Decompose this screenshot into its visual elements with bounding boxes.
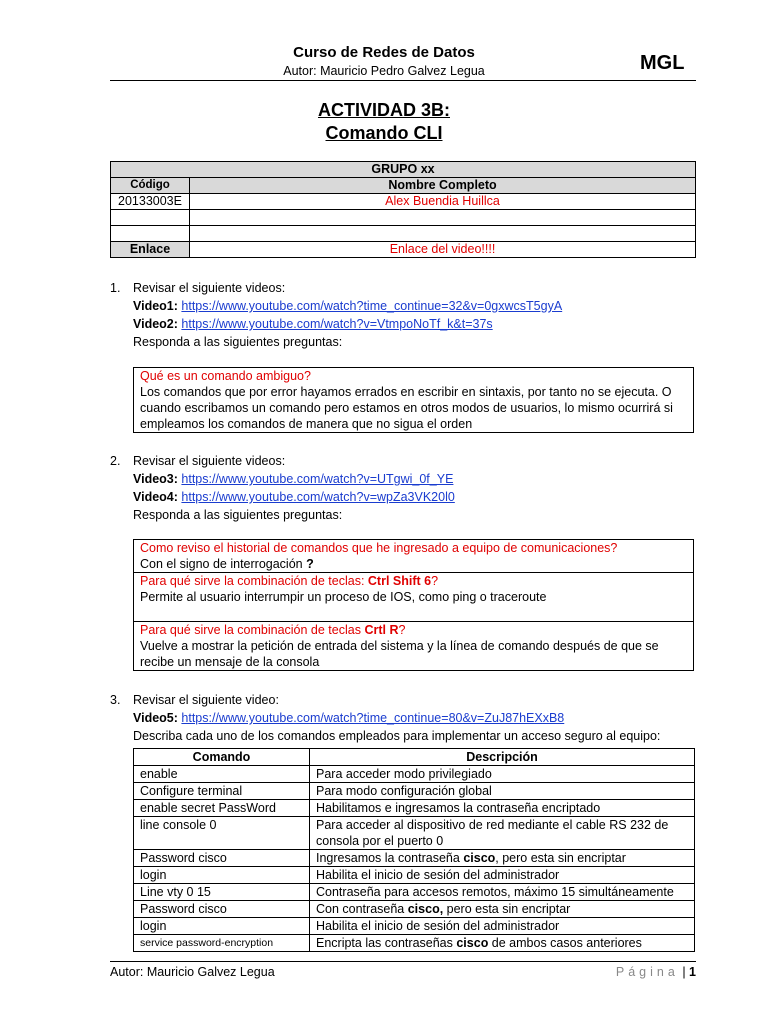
description-cell: [310, 766, 695, 783]
command-cell: enable: [134, 766, 310, 783]
video-label: Video2:: [133, 317, 178, 331]
table-row: [134, 783, 695, 800]
table-row: [134, 901, 695, 918]
section-number: 3.: [110, 693, 121, 707]
member-code: 20133003E: [111, 194, 190, 210]
video-label: Video1:: [133, 299, 178, 313]
description-text: Encripta las contraseñas: [316, 936, 457, 950]
group-table: [110, 161, 696, 258]
member-code: [111, 226, 190, 242]
col-name: Nombre Completo: [190, 178, 696, 194]
command-cell: login: [134, 918, 310, 935]
description-bold: cisco,: [407, 902, 444, 916]
answer: Vuelve a mostrar la petición de entrada del sistema y la línea de comando después de que se recibe un mensaje de la consola: [140, 639, 659, 669]
table-row: [111, 194, 696, 210]
activity-title: ACTIVIDAD 3B:: [317, 100, 450, 120]
table-row: [134, 918, 695, 935]
description-cell: [310, 867, 695, 884]
member-name: [190, 210, 696, 226]
col-description: Descripción: [310, 749, 695, 766]
video1-link[interactable]: https://www.youtube.com/watch?time_continue=32&v=0gxwcsT5gyA: [181, 299, 563, 313]
section-number: 2.: [110, 454, 121, 468]
header-divider: [110, 80, 696, 81]
section-2: [110, 452, 710, 524]
command-cell: Password cisco: [134, 850, 310, 867]
table-row: [134, 850, 695, 867]
table-row: [111, 226, 696, 242]
document-author: Autor: Mauricio Pedro Galvez Legua: [283, 64, 485, 78]
description-bold: cisco: [456, 936, 489, 950]
command-cell: Configure terminal: [134, 783, 310, 800]
description-cell: [310, 800, 695, 817]
section-intro: Revisar el siguiente videos:: [133, 454, 286, 468]
description-cell: [310, 918, 695, 935]
question-mark: ?: [398, 623, 406, 637]
table-row: [134, 766, 695, 783]
section-prompt: Responda a las siguientes preguntas:: [133, 508, 343, 522]
question: Para qué sirve la combinación de teclas:: [140, 574, 368, 588]
section-3: [110, 691, 710, 745]
question-mark: ?: [431, 574, 439, 588]
table-row: [134, 884, 695, 901]
command-cell: line console 0: [134, 817, 310, 850]
video-label: Video3:: [133, 472, 178, 486]
link-label: Enlace: [111, 242, 190, 258]
table-row: [134, 867, 695, 884]
page-separator: |: [682, 965, 686, 979]
page-indicator: [616, 965, 696, 979]
section-intro: Revisar el siguiente video:: [133, 693, 279, 707]
command-cell: enable secret PassWord: [134, 800, 310, 817]
command-cell: service password-encryption: [134, 935, 310, 952]
video2-link[interactable]: https://www.youtube.com/watch?v=VtmpoNoTf_k&t=37s: [181, 317, 493, 331]
question: Qué es un comando ambiguo?: [140, 369, 311, 383]
answer: Los comandos que por error hayamos errados en escribir en sintaxis, por tanto no se ejecuta. O cuando escribamos un comando pero estamos en otros modos de usuarios, lo mismo ocurrirá si empleamos los comandos de manera que no sigua el orden: [140, 385, 673, 431]
description-text: Contraseña para accesos remotos, máximo 15 simultáneamente: [316, 885, 674, 899]
logo-text: MGL: [640, 52, 685, 74]
page-number: 1: [689, 965, 696, 979]
answer: Con el signo de interrogación: [140, 557, 307, 571]
table-row: [134, 800, 695, 817]
key-combo: Ctrl Shift 6: [367, 574, 432, 588]
activity-subtitle: Comando CLI: [325, 123, 443, 143]
description-cell: [310, 901, 695, 918]
answer: Permite al usuario interrumpir un proceso de IOS, como ping o traceroute: [140, 590, 547, 604]
video-label: Video4:: [133, 490, 178, 504]
description-text: Para modo configuración global: [316, 784, 492, 798]
col-code: Código: [111, 178, 190, 194]
video4-link[interactable]: https://www.youtube.com/watch?v=wpZa3VK20l0: [181, 490, 455, 504]
member-code: [111, 210, 190, 226]
key-combo: Crtl R: [364, 623, 399, 637]
footer-divider: [110, 961, 696, 962]
video-label: Video5:: [133, 711, 178, 725]
command-cell: Password cisco: [134, 901, 310, 918]
description-text: Habilita el inicio de sesión del administrador: [316, 919, 560, 933]
section-prompt: Describa cada uno de los comandos empleados para implementar un acceso seguro al equipo:: [133, 729, 661, 743]
video-link-placeholder: Enlace del video!!!!: [190, 242, 696, 258]
question-box-2: [133, 539, 694, 671]
group-title: GRUPO xx: [111, 162, 696, 178]
description-cell: [310, 850, 695, 867]
answer-symbol: ?: [306, 557, 314, 571]
description-text: , pero esta sin encriptar: [495, 851, 626, 865]
section-prompt: Responda a las siguientes preguntas:: [133, 335, 343, 349]
description-cell: [310, 884, 695, 901]
description-text: Para acceder modo privilegiado: [316, 767, 492, 781]
video5-link[interactable]: https://www.youtube.com/watch?time_continue=80&v=ZuJ87hEXxB8: [181, 711, 565, 725]
question: Para qué sirve la combinación de teclas: [140, 623, 365, 637]
section-1: [110, 279, 710, 351]
table-row: [111, 210, 696, 226]
document-title: Curso de Redes de Datos: [293, 44, 475, 61]
col-command: Comando: [134, 749, 310, 766]
section-number: 1.: [110, 281, 121, 295]
description-text: Ingresamos la contraseña: [316, 851, 464, 865]
description-text: Habilita el inicio de sesión del administrador: [316, 868, 560, 882]
question: Como reviso el historial de comandos que he ingresado a equipo de comunicaciones?: [140, 541, 618, 555]
description-cell: [310, 783, 695, 800]
description-text: pero esta sin encriptar: [443, 902, 571, 916]
page-word: Página: [615, 965, 679, 979]
footer-author: Autor: Mauricio Galvez Legua: [110, 965, 275, 979]
command-cell: Line vty 0 15: [134, 884, 310, 901]
section-intro: Revisar el siguiente videos:: [133, 281, 286, 295]
command-cell: login: [134, 867, 310, 884]
video3-link[interactable]: https://www.youtube.com/watch?v=UTgwi_0f_YE: [181, 472, 454, 486]
commands-table: [133, 748, 695, 952]
description-cell: [310, 817, 695, 850]
description-bold: cisco: [463, 851, 496, 865]
description-text: Habilitamos e ingresamos la contraseña encriptado: [316, 801, 601, 815]
member-name: Alex Buendia Huillca: [190, 194, 696, 210]
table-row: [134, 935, 695, 952]
table-row: [134, 817, 695, 850]
description-text: Para acceder al dispositivo de red mediante el cable RS 232 de consola por el puerto 0: [316, 818, 669, 848]
description-cell: [310, 935, 695, 952]
description-text: de ambos casos anteriores: [488, 936, 642, 950]
description-text: Con contraseña: [316, 902, 408, 916]
question-box-1: [133, 367, 694, 433]
member-name: [190, 226, 696, 242]
